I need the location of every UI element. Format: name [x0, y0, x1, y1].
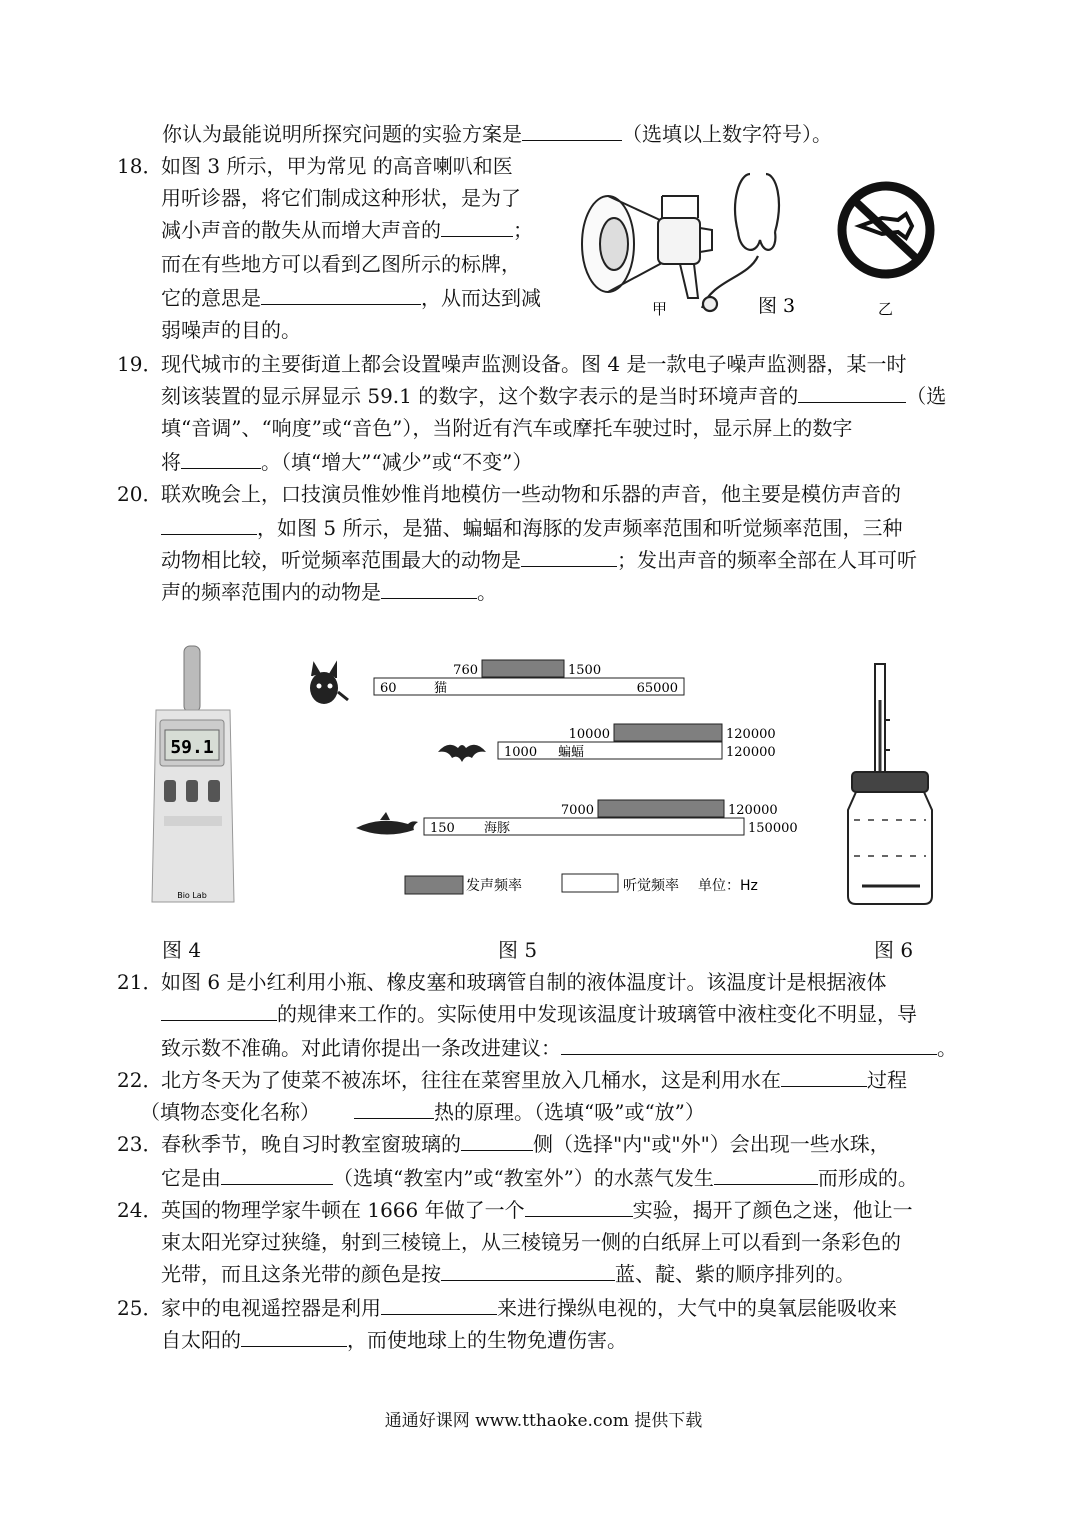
question-number: 23．: [117, 1132, 163, 1156]
text: 动物相比较，听觉频率范围最大的动物是: [161, 548, 521, 572]
text: 自太阳的: [161, 1328, 241, 1352]
q18-line-1: [117, 150, 513, 182]
q20-line-1: [117, 478, 901, 510]
fig3-label-a: 甲: [652, 300, 668, 318]
stethoscope-icon: [702, 174, 779, 311]
text: ，而使地球上的生物免遭伤害。: [347, 1328, 627, 1352]
answer-blank[interactable]: [522, 120, 622, 141]
hear-max-label: 120000: [726, 745, 776, 760]
emit-bar: [598, 800, 724, 817]
text: 致示数不准确。对此请你提出一条改进建议：: [161, 1036, 561, 1060]
meter-brand: Bio Lab: [177, 891, 207, 900]
animal-label: 猫: [434, 681, 448, 696]
answer-blank[interactable]: [221, 1164, 333, 1185]
hear-bar: [424, 818, 744, 835]
text: 侧（选择"内"或"外"）会出现一些水珠，: [533, 1132, 890, 1156]
text: （选: [906, 384, 947, 408]
q21-line-1: [117, 966, 886, 998]
q19-line-3: [161, 412, 852, 444]
question-number: 24．: [117, 1198, 163, 1222]
fig4-caption: 图 4: [162, 938, 202, 962]
text: 减小声音的散失从而增大声音的: [161, 218, 441, 242]
q19-line-2: [161, 380, 946, 412]
emit-min-label: 10000: [568, 727, 610, 742]
hear-min-label: 1000: [504, 745, 538, 760]
fig6-caption: 图 6: [874, 938, 914, 962]
answer-blank[interactable]: [714, 1164, 818, 1185]
figure-4-noise-meter: [148, 640, 238, 912]
q22-line-1: [117, 1064, 907, 1096]
question-number: 25．: [117, 1296, 163, 1320]
dolphin-icon: [356, 812, 418, 835]
text: 它是由: [161, 1166, 221, 1190]
question-number: 22．: [117, 1068, 163, 1092]
text: 热的原理。（选填“吸”或“放”）: [434, 1100, 705, 1124]
q20-line-3: [161, 544, 917, 576]
text: （填物态变化名称）: [140, 1100, 320, 1124]
answer-blank[interactable]: [181, 448, 261, 469]
emit-bar: [614, 724, 722, 741]
answer-blank[interactable]: [781, 1066, 867, 1087]
question-number: 18．: [117, 154, 163, 178]
q18-line-5: [161, 282, 541, 314]
text: ；: [513, 218, 533, 242]
figure-6-thermometer: [840, 660, 950, 910]
text: 的规律来工作的。实际使用中发现该温度计玻璃管中液柱变化不明显，导: [277, 1002, 917, 1026]
legend-hear-label: 听觉频率: [623, 878, 679, 894]
q23-line-2: [161, 1162, 918, 1194]
bat-icon: [438, 745, 486, 762]
answer-blank[interactable]: [161, 514, 257, 535]
answer-blank[interactable]: [441, 1260, 615, 1281]
text: 光带，而且这条光带的颜色是按: [161, 1262, 441, 1286]
text: 蓝、靛、紫的顺序排列的。: [615, 1262, 855, 1286]
answer-blank[interactable]: [354, 1098, 434, 1119]
text: 如图 6 是小红利用小瓶、橡皮塞和玻璃管自制的液体温度计。该温度计是根据液体: [161, 970, 887, 994]
text: 过程: [867, 1068, 907, 1092]
emit-max-label: 1500: [568, 663, 602, 678]
text: （选填“教室内”或“教室外”）的水蒸气发生: [333, 1166, 714, 1190]
q18-line-4: [161, 248, 521, 280]
text: 。: [477, 580, 497, 604]
noise-meter-icon: [152, 646, 234, 902]
emit-min-label: 760: [453, 663, 478, 678]
answer-blank[interactable]: [381, 1294, 497, 1315]
legend-hear-swatch: [562, 874, 618, 892]
figure-3: [570, 160, 950, 325]
animal-label: 海豚: [484, 821, 511, 836]
emit-min-label: 7000: [560, 803, 594, 818]
q20-line-4: [161, 576, 497, 608]
figure-5-frequency-chart: [300, 650, 800, 910]
text: 束太阳光穿过狭缝，射到三棱镜上，从三棱镜另一侧的白纸屏上可以看到一条彩色的: [161, 1230, 901, 1254]
q25-line-2: [161, 1324, 627, 1356]
emit-bar: [482, 660, 564, 677]
answer-blank[interactable]: [261, 284, 421, 305]
text: 。（填“增大”“减少”或“不变”）: [261, 450, 533, 474]
text: 来进行操纵电视的，大气中的臭氧层能吸收来: [497, 1296, 897, 1320]
answer-blank[interactable]: [161, 1000, 277, 1021]
animal-label: 蝙蝠: [558, 745, 585, 760]
q21-line-2: [161, 998, 917, 1030]
hear-max-label: 150000: [748, 821, 798, 836]
answer-blank[interactable]: [521, 546, 617, 567]
text: 用听诊器，将它们制成这种形状，是为了: [161, 186, 521, 210]
text: 而形成的。: [817, 1166, 918, 1190]
text: 春秋季节，晚自习时教室窗玻璃的: [161, 1132, 461, 1156]
q24-line-3: [161, 1258, 855, 1290]
q21-line-3: [161, 1032, 957, 1064]
text: ，从而达到减: [421, 286, 541, 310]
no-honking-sign-icon: [842, 186, 930, 274]
text: 将: [161, 450, 181, 474]
hear-max-label: 65000: [636, 681, 678, 696]
text: 声的频率范围内的动物是: [161, 580, 381, 604]
q19-line-4: [161, 446, 532, 478]
legend-emit-label: 发声频率: [466, 878, 522, 894]
emit-max-label: 120000: [726, 727, 776, 742]
text: （选填以上数字符号）。: [622, 122, 832, 146]
text: 刻该装置的显示屏显示 59.1 的数字，这个数字表示的是当时环境声音的: [161, 384, 799, 408]
q20-line-2: [161, 512, 902, 544]
q25-line-1: [117, 1292, 897, 1324]
text: 联欢晚会上，口技演员惟妙惟肖地模仿一些动物和乐器的声音，他主要是模仿声音的: [161, 482, 901, 506]
question-number: 19．: [117, 352, 163, 376]
question-number: 20．: [117, 482, 163, 506]
answer-blank[interactable]: [798, 382, 906, 403]
text: 北方冬天为了使菜不被冻坏，往往在菜窖里放入几桶水，这是利用水在: [161, 1068, 781, 1092]
megaphone-icon: [582, 196, 712, 298]
q23-line-1: [117, 1128, 890, 1160]
text: 而在有些地方可以看到乙图所示的标牌，: [161, 252, 521, 276]
cat-icon: [310, 664, 348, 704]
answer-blank[interactable]: [241, 1326, 347, 1347]
legend-emit-swatch: [405, 876, 463, 894]
text: 家中的电视遥控器是利用: [161, 1296, 381, 1320]
text: ；发出声音的频率全部在人耳可听: [617, 548, 917, 572]
hear-min-label: 150: [430, 821, 455, 836]
answer-blank[interactable]: [561, 1034, 937, 1055]
text: 如图 3 所示，甲为常见 的高音喇叭和医: [161, 154, 513, 178]
text: 实验，揭开了颜色之迷，他让一: [632, 1198, 913, 1222]
fig3-caption: 图 3: [758, 295, 796, 317]
q24-line-2: [161, 1226, 901, 1258]
text: 。: [937, 1036, 957, 1060]
footer-credit: 通通好课网 www.tthaoke.com 提供下载: [384, 1411, 703, 1431]
text: 现代城市的主要街道上都会设置噪声监测设备。图 4 是一款电子噪声监测器，某一时: [161, 352, 907, 376]
q17-tail-line: [162, 118, 832, 150]
meter-display: 59.1: [170, 737, 214, 758]
liquid-thermometer-icon: [848, 664, 932, 904]
hear-min-label: 60: [380, 681, 397, 696]
text: 填“音调”、“响度”或“音色”），当附近有汽车或摩托车驶过时，显示屏上的数字: [161, 416, 853, 440]
fig5-caption: 图 5: [498, 938, 538, 962]
q22-line-2: [140, 1096, 705, 1128]
answer-blank[interactable]: [441, 216, 513, 237]
text: 英国的物理学家牛顿在 1666 年做了一个: [161, 1198, 525, 1222]
question-number: 21．: [117, 970, 163, 994]
text: 你认为最能说明所探究问题的实验方案是: [162, 122, 522, 146]
text: 弱噪声的目的。: [161, 318, 301, 342]
q19-line-1: [117, 348, 906, 380]
unit-label: 单位：Hz: [698, 878, 758, 894]
text: ，如图 5 所示，是猫、蝙蝠和海豚的发声频率范围和听觉频率范围，三种: [257, 516, 903, 540]
q18-line-2: [161, 182, 521, 214]
answer-blank[interactable]: [461, 1130, 533, 1151]
answer-blank[interactable]: [381, 578, 477, 599]
answer-blank[interactable]: [525, 1196, 633, 1217]
emit-max-label: 120000: [728, 803, 778, 818]
fig3-label-b: 乙: [878, 300, 894, 318]
q24-line-1: [117, 1194, 913, 1226]
q18-line-6: [161, 314, 301, 346]
text: 它的意思是: [161, 286, 261, 310]
q18-line-3: [161, 214, 533, 246]
